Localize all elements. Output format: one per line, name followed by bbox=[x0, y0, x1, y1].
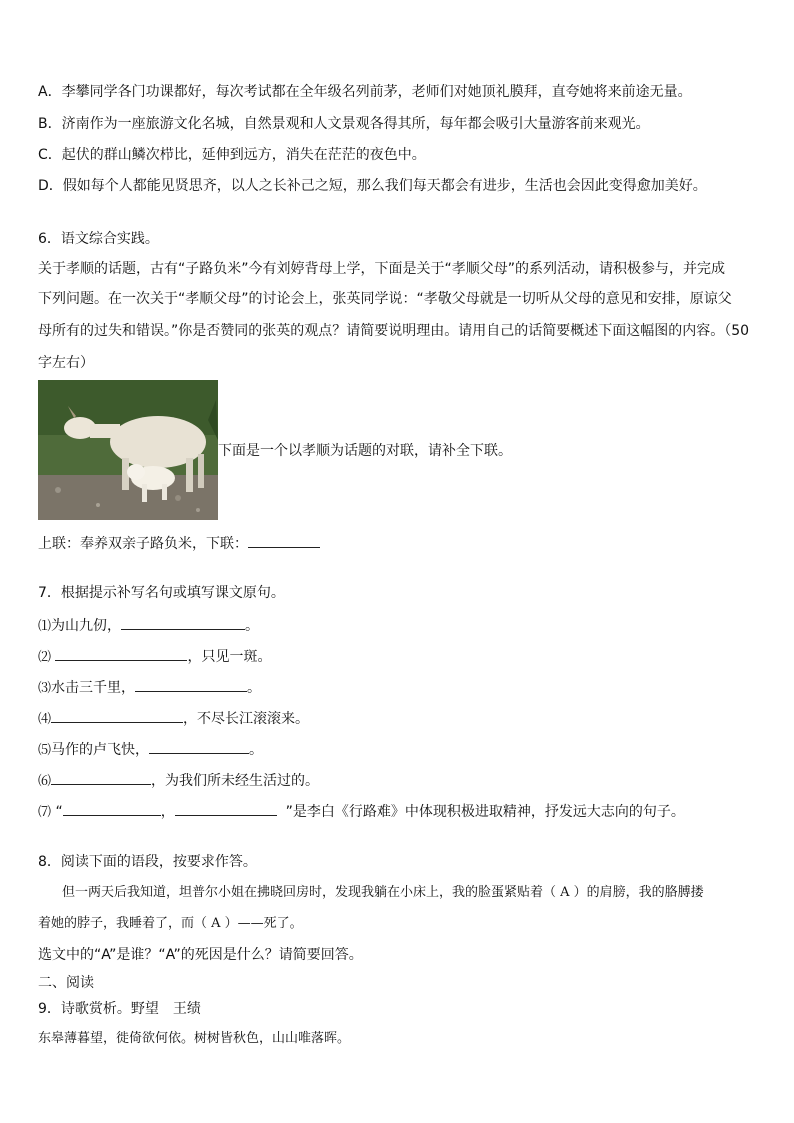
q6-line-1: 关于孝顺的话题，古有“子路负米”今有刘婷背母上学，下面是关于“孝顺父母”的系列活动，请积极参与，并完成 bbox=[38, 261, 726, 277]
q7-item-5 bbox=[38, 739, 263, 760]
q7-item-6 bbox=[38, 770, 319, 791]
q7-item-7-open-quote: “ bbox=[55, 804, 63, 820]
q7-item-6-text: ，为我们所未经生活过的。 bbox=[151, 773, 320, 789]
q8-question: 选文中的“A”是谁？“A”的死因是什么？请简要回答。 bbox=[38, 947, 363, 963]
section-2-title: 二、阅读 bbox=[38, 975, 94, 991]
option-a: A．李攀同学各门功课都好，每次考试都在全年级名列前茅，老师们对她顶礼膜拜，直夸她将来前途无量。 bbox=[38, 84, 692, 100]
q7-item-2-text: ，只见一斑。 bbox=[187, 649, 272, 665]
q9-poem: 东皋薄暮望，徙倚欲何依。树树皆秋色，山山唯落晖。 bbox=[38, 1031, 351, 1046]
q7-item-3 bbox=[38, 677, 261, 698]
q6-couplet-prompt: 下面是一个以孝顺为话题的对联，请补全下联。 bbox=[218, 443, 512, 459]
q8-passage-line-2: 着她的脖子，我睡着了，而（ A ）——死了。 bbox=[38, 916, 303, 931]
q7-item-2-num: ⑵ bbox=[38, 650, 52, 665]
q6-title: 6．语文综合实践。 bbox=[38, 231, 159, 247]
q7-item-6-num: ⑹ bbox=[38, 774, 52, 789]
q7-item-1-text: 为山九仞， bbox=[51, 618, 122, 634]
q7-item-7-num: ⑺ bbox=[38, 805, 52, 820]
q7-item-5-text: 马作的卢飞快， bbox=[51, 742, 150, 758]
q7-item-2-blank[interactable] bbox=[55, 646, 187, 661]
q7-item-3-period: 。 bbox=[247, 680, 262, 696]
q7-item-7-blank-2[interactable] bbox=[175, 801, 277, 816]
q6-line-4: 字左右） bbox=[38, 355, 94, 371]
option-b: B．济南作为一座旅游文化名城，自然景观和人文景观各得其所，每年都会吸引大量游客前来观光。 bbox=[38, 116, 650, 132]
q7-item-5-period: 。 bbox=[249, 742, 264, 758]
q7-item-7-comma: ， bbox=[160, 804, 175, 820]
option-c: C．起伏的群山鳞次栉比，延伸到远方，消失在茫茫的夜色中。 bbox=[38, 147, 426, 163]
q6-line-2: 下列问题。在一次关于“孝顺父母”的讨论会上，张英同学说：“孝敬父母就是一切听从父母的意见和安排，原谅父 bbox=[38, 291, 732, 307]
q7-item-7 bbox=[38, 801, 685, 822]
q7-item-1 bbox=[38, 615, 259, 636]
q7-item-6-blank[interactable] bbox=[51, 770, 151, 785]
q7-item-3-blank[interactable] bbox=[135, 677, 247, 692]
q7-item-5-blank[interactable] bbox=[149, 739, 249, 754]
q7-item-3-num: ⑶ bbox=[38, 681, 52, 696]
q6-couplet bbox=[38, 533, 320, 553]
q8-title: 8．阅读下面的语段，按要求作答。 bbox=[38, 854, 257, 870]
q8-passage-line-1: 但一两天后我知道，坦普尔小姐在拂晓回房时，发现我躺在小床上，我的脸蛋紧贴着（ A ）的肩膀，我的胳膊搂 bbox=[62, 885, 704, 900]
q7-item-4-text: ，不尽长江滚滚来。 bbox=[183, 711, 310, 727]
q7-item-4-blank[interactable] bbox=[51, 708, 183, 723]
q7-item-4 bbox=[38, 708, 309, 729]
q7-item-1-num: ⑴ bbox=[38, 619, 52, 634]
q6-line-3: 母所有的过失和错误。”你是否赞同的张英的观点？请简要说明理由。请用自己的话简要概述下面这幅图的内容。（50 bbox=[38, 323, 750, 339]
goat-photo bbox=[38, 380, 218, 520]
q9-title: 9．诗歌赏析。野望 王绩 bbox=[38, 1001, 201, 1017]
q7-item-1-period: 。 bbox=[245, 618, 260, 634]
q6-couplet-blank[interactable] bbox=[248, 533, 320, 548]
q7-item-3-text: 水击三千里， bbox=[51, 680, 136, 696]
option-d: D．假如每个人都能见贤思齐，以人之长补己之短，那么我们每天都会有进步，生活也会因此变得愈加美好。 bbox=[38, 178, 707, 194]
q6-couplet-text: 上联：奉养双亲子路负米，下联： bbox=[38, 536, 248, 552]
q7-item-7-blank-1[interactable] bbox=[63, 801, 161, 816]
q7-item-5-num: ⑸ bbox=[38, 743, 52, 758]
q7-item-1-blank[interactable] bbox=[121, 615, 245, 630]
q7-title: 7．根据提示补写名句或填写课文原句。 bbox=[38, 585, 285, 601]
q7-item-2 bbox=[38, 646, 271, 667]
q7-item-4-num: ⑷ bbox=[38, 712, 52, 727]
q7-item-7-text: ”是李白《行路难》中体现积极进取精神，抒发远大志向的句子。 bbox=[285, 804, 685, 820]
